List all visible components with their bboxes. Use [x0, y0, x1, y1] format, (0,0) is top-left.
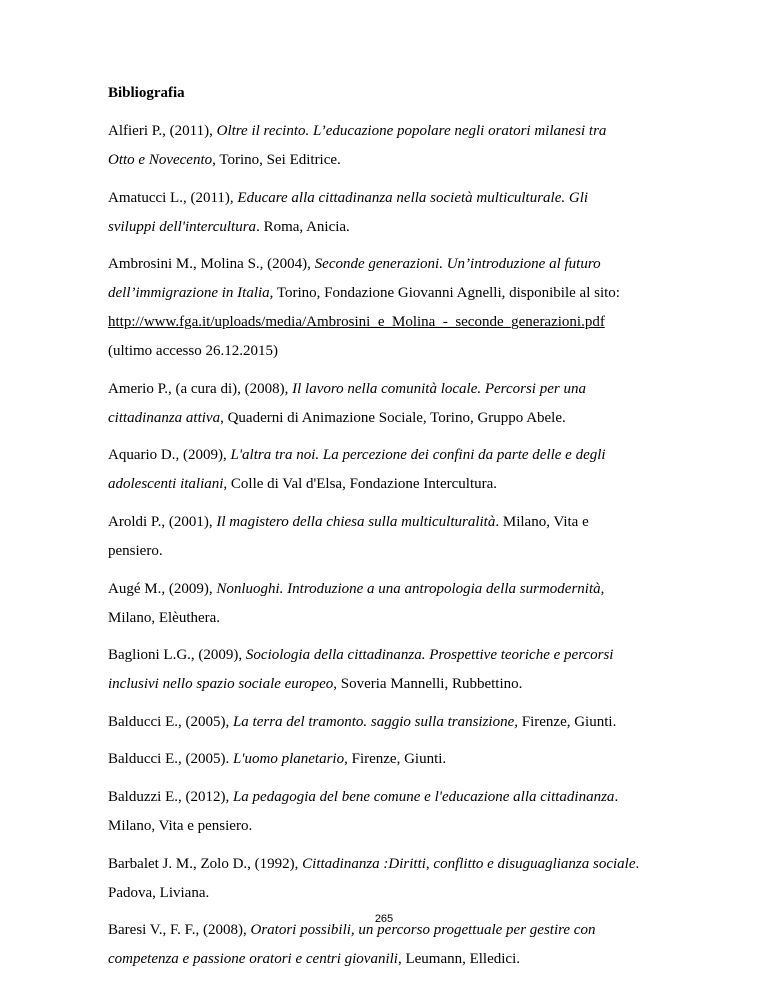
entry-line	[108, 604, 688, 633]
bibliography-entry	[108, 184, 688, 242]
entry-line	[108, 508, 688, 537]
entry-line	[108, 279, 688, 308]
entry-publisher: , Torino, Sei Editrice.	[212, 152, 341, 168]
entry-author: Aroldi P., (2001),	[108, 513, 217, 530]
entry-title: La pedagogia del bene comune e l'educazione alla cittadinanza	[232, 788, 615, 805]
entry-line	[108, 375, 688, 404]
entry-publisher: . Milano, Vita e	[495, 513, 589, 530]
entry-title: L'uomo planetario	[232, 751, 345, 768]
entry-title: dell’immigrazione in Italia	[108, 285, 270, 302]
entry-publisher: pensiero.	[108, 542, 163, 559]
entry-line	[108, 441, 688, 470]
entry-title: La terra del tramonto. saggio sulla transizione,	[232, 713, 518, 730]
entry-publisher: , Leumann, Elledici.	[397, 951, 520, 968]
entry-line	[108, 783, 688, 812]
entry-author: Amerio P., (a cura di), (2008),	[108, 380, 293, 397]
entry-title: Nonluoghi. Introduzione a una antropologia della surmodernità	[216, 580, 601, 597]
entry-url-link[interactable]: http://www.fga.it/uploads/media/Ambrosini_e_Molina_-_seconde_generazioni.pdf	[108, 314, 605, 331]
entry-line	[108, 745, 688, 774]
entry-publisher: , Quaderni di Animazione Sociale, Torino, Gruppo Abele.	[220, 409, 566, 426]
bibliography-entry	[108, 250, 688, 366]
entry-line	[108, 213, 688, 242]
entry-title: Cittadinanza :Diritti, conflitto e disuguaglianza sociale	[302, 855, 636, 872]
bibliography-entry	[108, 783, 688, 841]
entry-publisher: , Torino, Fondazione Giovanni Agnelli, disponibile al sito:	[269, 285, 620, 302]
entry-title: cittadinanza attiva	[108, 409, 221, 426]
bibliography-entry	[108, 575, 688, 633]
entry-author: Augé M., (2009),	[108, 580, 217, 597]
bibliography-entry	[108, 850, 688, 908]
entry-publisher: Milano, Elèuthera.	[108, 609, 221, 626]
entry-line	[108, 708, 688, 737]
bibliography-list	[108, 117, 688, 983]
entry-line	[108, 470, 688, 499]
entry-access-note: (ultimo accesso 26.12.2015)	[108, 343, 278, 360]
bibliography-entry	[108, 117, 688, 175]
page-number: 265	[374, 913, 394, 925]
entry-line	[108, 879, 688, 908]
entry-publisher: . Roma, Anicia.	[256, 218, 350, 235]
section-heading: Bibliografia	[108, 85, 185, 101]
bibliography-entry	[108, 375, 688, 433]
entry-author: Barbalet J. M., Zolo D., (1992),	[108, 855, 303, 872]
entry-line	[108, 250, 688, 279]
entry-publisher: .	[635, 855, 640, 872]
entry-line	[108, 641, 688, 670]
bibliography-entry	[108, 508, 688, 566]
entry-publisher: Milano, Vita e pensiero.	[108, 817, 253, 834]
entry-line	[108, 945, 688, 974]
entry-title: Sociologia della cittadinanza. Prospettive teoriche e percorsi	[245, 647, 614, 664]
entry-title: Il magistero della chiesa sulla multiculturalità	[216, 513, 496, 530]
entry-author: Ambrosini M., Molina S., (2004),	[108, 256, 315, 273]
entry-title: Oratori possibili, un percorso progettuale per gestire con	[250, 922, 596, 939]
entry-line	[108, 575, 688, 604]
entry-publisher: ,	[600, 580, 605, 597]
entry-author: Alfieri P., (2011),	[108, 123, 217, 139]
entry-title: adolescenti italiani	[108, 476, 224, 493]
entry-publisher: , Firenze, Giunti.	[344, 751, 447, 768]
entry-line	[108, 146, 688, 175]
bibliography-entry	[108, 708, 688, 737]
entry-author: Amatucci L., (2011),	[108, 189, 238, 206]
entry-title: Seconde generazioni. Un’introduzione al futuro	[314, 256, 601, 273]
entry-author: Aquario D., (2009),	[108, 447, 231, 464]
entry-title: inclusivi nello spazio sociale europeo	[108, 676, 334, 693]
bibliography-entry	[108, 441, 688, 499]
bibliography-entry	[108, 745, 688, 774]
entry-publisher: , Colle di Val d'Elsa, Fondazione Intercultura.	[223, 476, 498, 493]
entry-author: Balducci E., (2005).	[108, 751, 233, 768]
entry-line	[108, 184, 688, 213]
bibliography-entry	[108, 641, 688, 699]
entry-line	[108, 670, 688, 699]
entry-publisher: .	[614, 788, 619, 805]
entry-author: Balducci E., (2005),	[108, 713, 233, 730]
entry-publisher: Padova, Liviana.	[108, 884, 210, 901]
entry-author: Balduzzi E., (2012),	[108, 788, 233, 805]
entry-publisher: , Soveria Mannelli, Rubbettino.	[333, 676, 523, 693]
entry-title: competenza e passione oratori e centri giovanili	[108, 951, 398, 968]
entry-author: Baglioni L.G., (2009),	[108, 647, 246, 664]
entry-line	[108, 537, 688, 566]
entry-line	[108, 812, 688, 841]
entry-line	[108, 117, 688, 146]
entry-title: Il lavoro nella comunità locale. Percorsi per una	[292, 380, 586, 397]
entry-line	[108, 404, 688, 433]
entry-line	[108, 850, 688, 879]
entry-title: Oltre il recinto. L’educazione popolare negli oratori milanesi tra	[216, 123, 607, 139]
entry-author: Baresi V., F. F., (2008),	[108, 922, 251, 939]
entry-title: L'altra tra noi. La percezione dei confini da parte delle e degli	[230, 447, 606, 464]
entry-title: Otto e Novecento	[108, 152, 213, 168]
entry-title: sviluppi dell'intercultura	[108, 218, 257, 235]
entry-publisher: Firenze, Giunti.	[518, 713, 617, 730]
entry-title: Educare alla cittadinanza nella società multiculturale. Gli	[237, 189, 589, 206]
